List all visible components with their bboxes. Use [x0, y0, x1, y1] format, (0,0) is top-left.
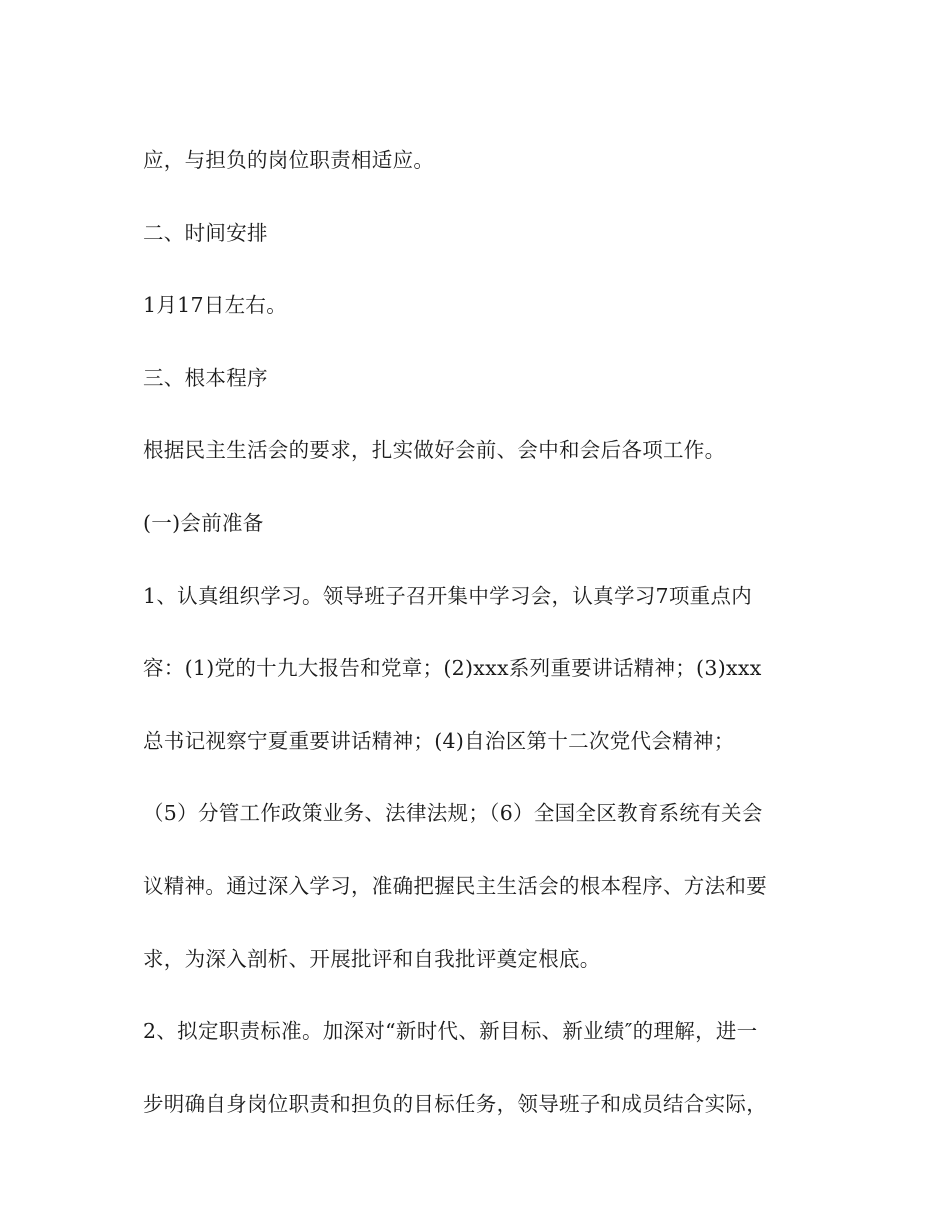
text-line: 2、拟定职责标准。加深对“新时代、新目标、新业绩″的理解，进一 — [143, 1019, 758, 1044]
text-line: 议精神。通过深入学习，准确把握民主生活会的根本程序、方法和要 — [143, 873, 767, 898]
section-heading-procedure: 三、根本程序 — [143, 365, 268, 390]
subsection-heading-preparation: (一)会前准备 — [143, 510, 264, 535]
text-line: 1、认真组织学习。领导班子召开集中学习会，认真学习7项重点内 — [143, 583, 753, 608]
text-line: 求，为深入剖析、开展批评和自我批评奠定根底。 — [143, 946, 601, 971]
text-line: 容：(1)党的十九大报告和党章；(2)xxx系列重要讲话精神；(3)xxx — [143, 656, 762, 681]
text-line: 步明确自身岗位职责和担负的目标任务，领导班子和成员结合实际， — [143, 1091, 767, 1116]
text-line: 应，与担负的岗位职责相适应。 — [143, 148, 435, 172]
text-line: （5）分管工作政策业务、法律法规；（6）全国全区教育系统有关会 — [143, 801, 763, 826]
text-line: 1月17日左右。 — [143, 293, 288, 318]
document-body — [143, 124, 808, 1140]
text-line: 总书记视察宁夏重要讲话精神；(4)自治区第十二次党代会精神； — [143, 728, 735, 753]
section-heading-time: 二、时间安排 — [143, 220, 268, 245]
text-line: 根据民主生活会的要求，扎实做好会前、会中和会后各项工作。 — [143, 438, 726, 463]
